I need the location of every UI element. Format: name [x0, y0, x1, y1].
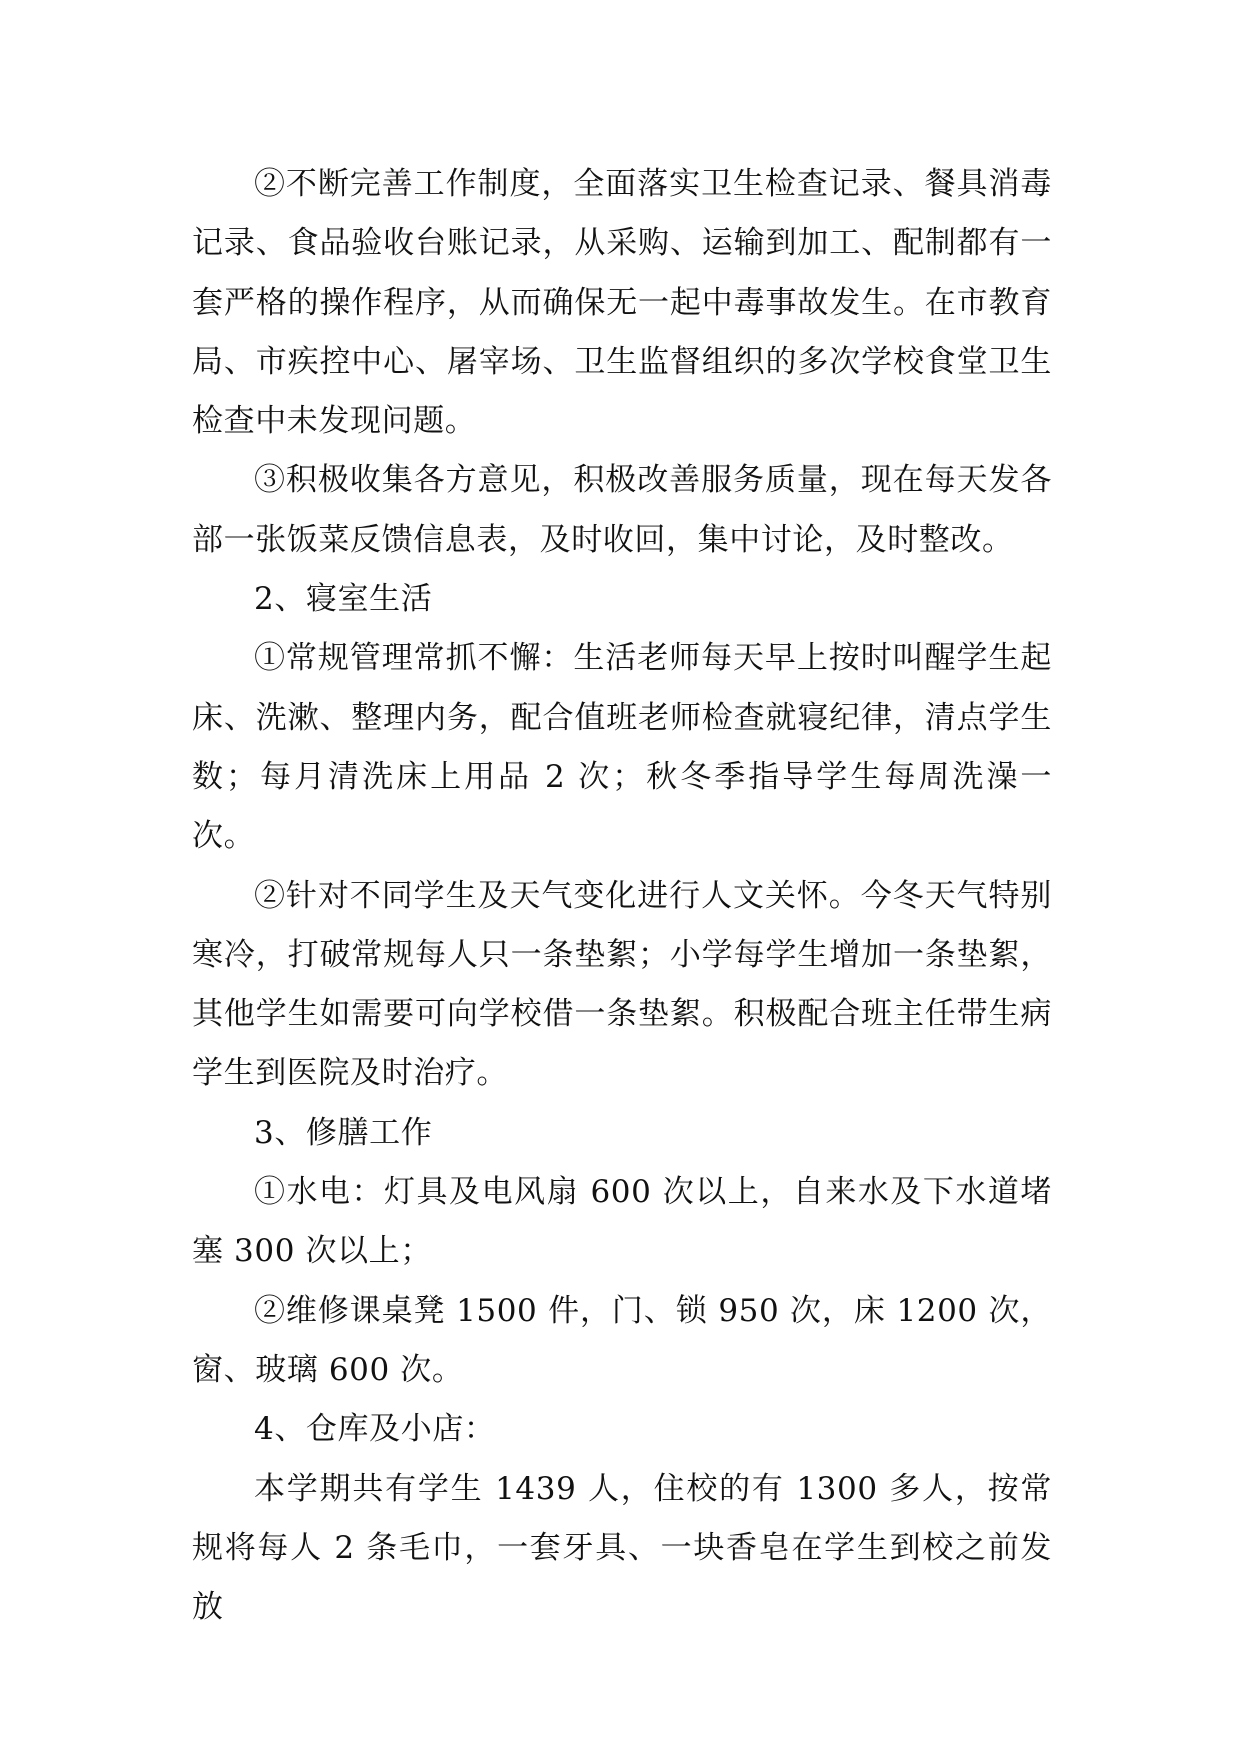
paragraph-furniture-repairs: ②维修课桌凳 1500 件，门、锁 950 次，床 1200 次，窗、玻璃 600 次。 [192, 1292, 1052, 1388]
heading-dormitory-life: 2、寝室生活 [254, 581, 433, 618]
paragraph-feedback-forms: ③积极收集各方意见，积极改善服务质量，现在每天发各部一张饭菜反馈信息表，及时收回，集中讨论，及时整改。 [192, 462, 1052, 558]
heading-repair-work: 3、修膳工作 [254, 1114, 433, 1151]
heading-warehouse-shop: 4、仓库及小店： [254, 1411, 496, 1448]
paragraph-water-electricity: ①水电：灯具及电风扇 600 次以上，自来水及下水道堵塞 300 次以上； [192, 1174, 1052, 1270]
paragraph-student-supplies: 本学期共有学生 1439 人，住校的有 1300 多人，按常规将每人 2 条毛巾，一套牙具、一块香皂在学生到校之前发放 [192, 1470, 1052, 1626]
paragraph-tableware-records: ②不断完善工作制度，全面落实卫生检查记录、餐具消毒记录、食品验收台账记录，从采购、运输到加工、配制都有一套严格的操作程序，从而确保无一起中毒事故发生。在市教育局、市疾控中心、屠宰场、卫生监督组织的多次学校食堂卫生检查中未发现问题。 [192, 166, 1052, 440]
paragraph-routine-management: ①常规管理常抓不懈：生活老师每天早上按时叫醒学生起床、洗漱、整理内务，配合值班老师检查就寝纪律，清点学生数；每月清洗床上用品 2 次；秋冬季指导学生每周洗澡一次。 [192, 640, 1052, 855]
paragraph-humanistic-care: ②针对不同学生及天气变化进行人文关怀。今冬天气特别寒冷，打破常规每人只一条垫絮；小学每学生增加一条垫絮，其他学生如需要可向学校借一条垫絮。积极配合班主任带生病学生到医院及时治疗。 [192, 877, 1052, 1092]
document-body [192, 155, 1052, 1637]
